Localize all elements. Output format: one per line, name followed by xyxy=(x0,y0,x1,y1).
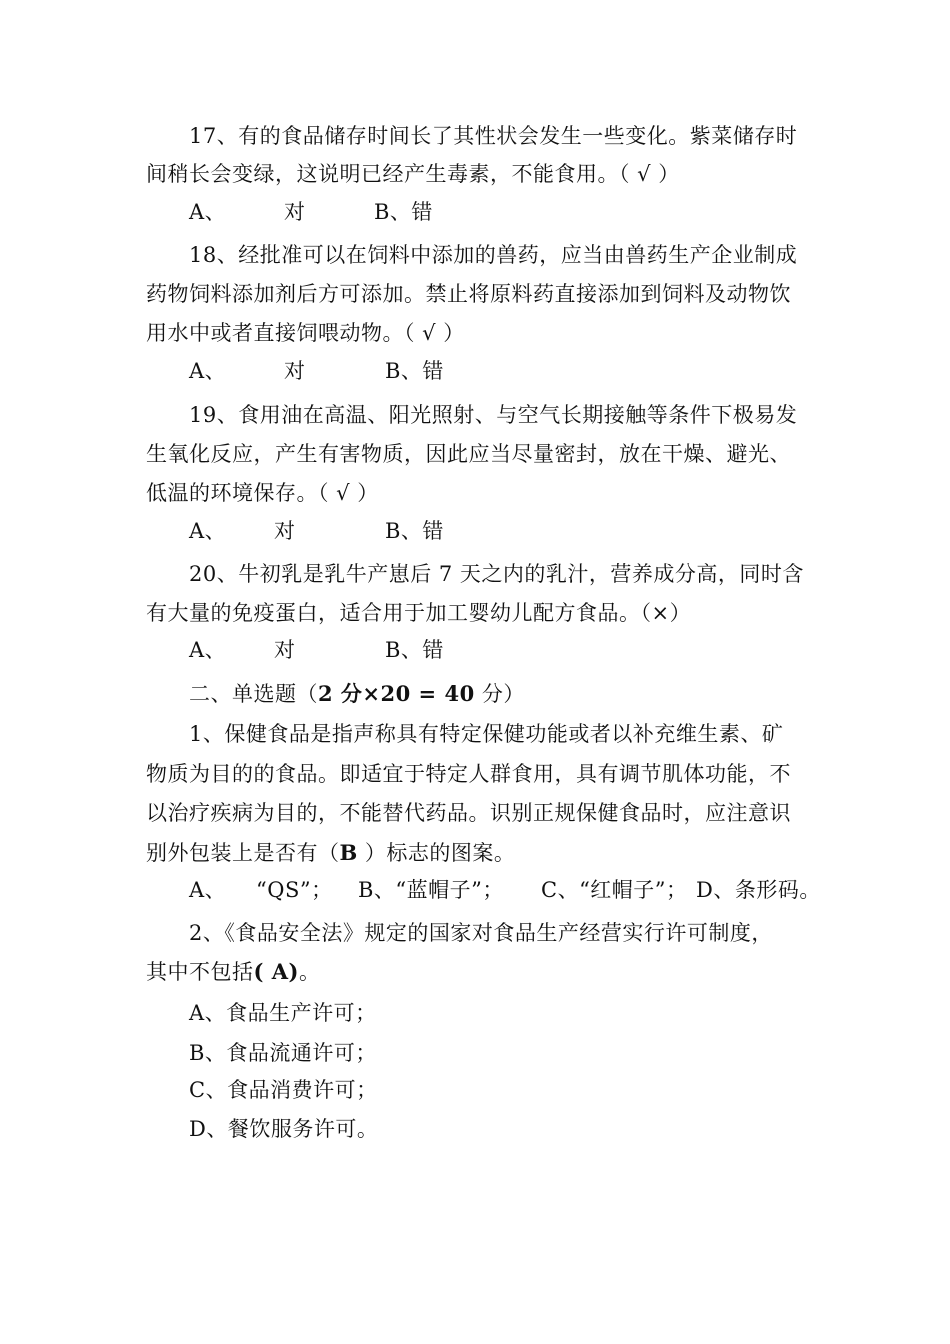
heading-prefix: 二、单选题（ xyxy=(189,682,318,706)
q18-line-3: 用水中或者直接饲喂动物。（ √ ） xyxy=(146,321,465,345)
mc2-answer: ( A) xyxy=(253,959,299,984)
option-a-text: 对 xyxy=(274,638,296,662)
option-b: B、“蓝帽子”； xyxy=(358,878,504,902)
mc2-option-c: C、食品消费许可； xyxy=(189,1078,378,1102)
option-a-text: “QS”； xyxy=(256,878,333,902)
option-b: B、错 xyxy=(374,200,433,224)
option-a-label: A、 xyxy=(189,200,227,224)
q17-line-1: 17、有的食品储存时间长了其性状会发生一些变化。紫菜储存时 xyxy=(189,124,798,148)
mc2-line-1: 2、《食品安全法》规定的国家对食品生产经营实行许可制度， xyxy=(189,921,773,945)
option-a-label: A、 xyxy=(189,359,227,383)
q19-line-2: 生氧化反应，产生有害物质，因此应当尽量密封，放在干燥、避光、 xyxy=(146,442,791,466)
mc2-option-a: A、食品生产许可； xyxy=(189,1001,377,1025)
q19-line-1: 19、食用油在高温、阳光照射、与空气长期接触等条件下极易发 xyxy=(189,403,798,427)
mc2-line-2 xyxy=(146,957,320,987)
option-a-text: 对 xyxy=(284,359,306,383)
q19-options xyxy=(189,516,444,546)
mc2-option-b: B、食品流通许可； xyxy=(189,1041,377,1065)
option-a-text: 对 xyxy=(274,519,296,543)
mc1-line-4-post: ）标志的图案。 xyxy=(357,841,516,865)
mc1-answer: B xyxy=(339,840,358,865)
option-a-text: 对 xyxy=(284,200,306,224)
q19-line-3: 低温的环境保存。（ √ ） xyxy=(146,481,379,505)
option-a-label: A、 xyxy=(189,519,227,543)
mc2-line-2-pre: 其中不包括 xyxy=(146,960,254,984)
q20-line-1: 20、牛初乳是乳牛产崽后 7 天之内的乳汁，营养成分高，同时含 xyxy=(189,562,804,586)
section-heading xyxy=(189,679,525,709)
heading-score: 2 分×20 = 40 xyxy=(318,681,475,706)
q17-line-2: 间稍长会变绿，这说明已经产生毒素，不能食用。（ √ ） xyxy=(146,162,680,186)
mc2-option-d: D、餐饮服务许可。 xyxy=(189,1117,379,1141)
mc1-line-4 xyxy=(146,838,515,868)
q17-options xyxy=(189,197,433,227)
q18-options xyxy=(189,356,444,386)
option-a-label: A、 xyxy=(189,638,227,662)
mc1-line-2: 物质为目的的食品。即适宜于特定人群食用，具有调节肌体功能，不 xyxy=(146,762,791,786)
option-d: D、条形码。 xyxy=(696,878,821,902)
q20-line-2: 有大量的免疫蛋白，适合用于加工婴幼儿配方食品。（×） xyxy=(146,601,692,625)
q20-options xyxy=(189,635,444,665)
mc1-line-1: 1、保健食品是指声称具有特定保健功能或者以补充维生素、矿 xyxy=(189,722,784,746)
mc2-line-2-post: 。 xyxy=(298,960,321,984)
option-a-label: A、 xyxy=(189,878,227,902)
mc1-options xyxy=(189,875,821,905)
mc1-line-3: 以治疗疾病为目的，不能替代药品。识别正规保健食品时，应注意识 xyxy=(146,801,791,825)
option-b: B、错 xyxy=(385,359,444,383)
option-b: B、错 xyxy=(385,638,444,662)
q18-line-2: 药物饲料添加剂后方可添加。禁止将原料药直接添加到饲料及动物饮 xyxy=(146,282,791,306)
mc1-line-4-pre: 别外包装上是否有（ xyxy=(146,841,340,865)
heading-suffix: 分） xyxy=(474,682,525,706)
q18-line-1: 18、经批准可以在饲料中添加的兽药，应当由兽药生产企业制成 xyxy=(189,243,798,267)
option-b: B、错 xyxy=(385,519,444,543)
option-c: C、“红帽子”； xyxy=(541,878,688,902)
